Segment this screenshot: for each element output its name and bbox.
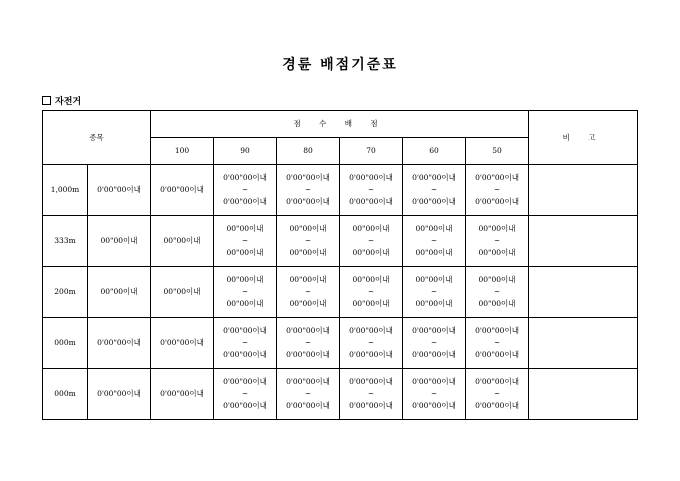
- range-tilde: ~: [304, 236, 312, 245]
- score-range-cell: [214, 318, 277, 369]
- remark-cell: [529, 216, 638, 267]
- range-value: 00"00이내: [415, 275, 453, 284]
- range-tilde: ~: [493, 185, 501, 194]
- range-tilde: ~: [367, 236, 375, 245]
- range-tilde: ~: [367, 389, 375, 398]
- score-range-cell: [277, 369, 340, 420]
- table-row: [43, 216, 638, 267]
- score-range-cell: [403, 216, 466, 267]
- scoring-table: [42, 110, 638, 420]
- range-value: 00"00이내: [478, 275, 516, 284]
- score-100-cell: 0'00"00이내: [151, 318, 214, 369]
- score-range-cell: [340, 267, 403, 318]
- base-record-cell: 00"00이내: [88, 216, 151, 267]
- range-value: 0'00"00이내: [286, 173, 330, 182]
- range-value: 00"00이내: [226, 224, 264, 233]
- base-record-cell: 0'00"00이내: [88, 165, 151, 216]
- base-record-cell: 00"00이내: [88, 267, 151, 318]
- range-value: 0'00"00이내: [286, 401, 330, 410]
- score-100-cell: 0'00"00이내: [151, 165, 214, 216]
- range-value: 0'00"00이내: [475, 326, 519, 335]
- section-label: 자전거: [55, 97, 82, 107]
- range-value: 0'00"00이내: [349, 401, 393, 410]
- score-100-cell: 00"00이내: [151, 267, 214, 318]
- range-tilde: ~: [241, 287, 249, 296]
- score-range-cell: [466, 267, 529, 318]
- range-value: 0'00"00이내: [412, 173, 456, 182]
- range-tilde: ~: [493, 287, 501, 296]
- score-range-cell: [403, 267, 466, 318]
- score-range-cell: [466, 318, 529, 369]
- base-record-cell: 0'00"00이내: [88, 318, 151, 369]
- score-100-cell: 0'00"00이내: [151, 369, 214, 420]
- range-value: 00"00이내: [352, 275, 390, 284]
- score-range-cell: [340, 216, 403, 267]
- range-value: 0'00"00이내: [475, 350, 519, 359]
- range-tilde: ~: [493, 338, 501, 347]
- header-score-group: 점 수 배 점: [151, 111, 529, 138]
- score-range-cell: [466, 216, 529, 267]
- range-tilde: ~: [241, 338, 249, 347]
- range-value: 0'00"00이내: [349, 173, 393, 182]
- table-row: [43, 318, 638, 369]
- range-value: 00"00이내: [352, 248, 390, 257]
- header-remark: 비 고: [529, 111, 638, 165]
- range-tilde: ~: [367, 338, 375, 347]
- range-value: 0'00"00이내: [286, 350, 330, 359]
- remark-cell: [529, 165, 638, 216]
- score-range-cell: [277, 165, 340, 216]
- range-tilde: ~: [430, 389, 438, 398]
- score-range-cell: [214, 165, 277, 216]
- table-row: [43, 165, 638, 216]
- range-value: 00"00이내: [478, 248, 516, 257]
- score-range-cell: [214, 267, 277, 318]
- range-value: 0'00"00이내: [223, 401, 267, 410]
- range-value: 00"00이내: [289, 224, 327, 233]
- range-tilde: ~: [304, 338, 312, 347]
- range-value: 0'00"00이내: [475, 173, 519, 182]
- header-score-80: 80: [277, 138, 340, 165]
- score-range-cell: [340, 165, 403, 216]
- score-100-cell: 00"00이내: [151, 216, 214, 267]
- range-value: 0'00"00이내: [475, 377, 519, 386]
- range-value: 0'00"00이내: [223, 173, 267, 182]
- range-tilde: ~: [430, 287, 438, 296]
- range-tilde: ~: [493, 236, 501, 245]
- range-value: 0'00"00이내: [412, 401, 456, 410]
- range-value: 0'00"00이내: [412, 377, 456, 386]
- range-value: 0'00"00이내: [223, 197, 267, 206]
- checkbox-square-icon: [42, 96, 51, 105]
- range-tilde: ~: [367, 287, 375, 296]
- section-heading: [42, 94, 81, 107]
- score-range-cell: [403, 369, 466, 420]
- range-value: 0'00"00이내: [475, 197, 519, 206]
- range-tilde: ~: [241, 389, 249, 398]
- range-value: 00"00이내: [226, 275, 264, 284]
- table-row: [43, 369, 638, 420]
- distance-cell: 333m: [43, 216, 88, 267]
- range-value: 00"00이내: [478, 299, 516, 308]
- range-tilde: ~: [493, 389, 501, 398]
- range-value: 00"00이내: [289, 275, 327, 284]
- score-range-cell: [403, 165, 466, 216]
- remark-cell: [529, 267, 638, 318]
- range-value: 0'00"00이내: [286, 326, 330, 335]
- score-range-cell: [340, 369, 403, 420]
- range-tilde: ~: [430, 185, 438, 194]
- score-range-cell: [277, 216, 340, 267]
- distance-cell: 000m: [43, 369, 88, 420]
- range-tilde: ~: [241, 236, 249, 245]
- range-value: 0'00"00이내: [475, 401, 519, 410]
- range-value: 0'00"00이내: [412, 326, 456, 335]
- range-value: 00"00이내: [478, 224, 516, 233]
- range-value: 0'00"00이내: [349, 350, 393, 359]
- range-value: 00"00이내: [352, 224, 390, 233]
- remark-cell: [529, 369, 638, 420]
- range-value: 0'00"00이내: [223, 350, 267, 359]
- header-event: 종목: [43, 111, 151, 165]
- header-score-70: 70: [340, 138, 403, 165]
- header-score-100: 100: [151, 138, 214, 165]
- range-value: 00"00이내: [415, 224, 453, 233]
- range-tilde: ~: [304, 287, 312, 296]
- header-score-50: 50: [466, 138, 529, 165]
- range-tilde: ~: [430, 338, 438, 347]
- score-range-cell: [403, 318, 466, 369]
- header-score-90: 90: [214, 138, 277, 165]
- range-value: 00"00이내: [289, 248, 327, 257]
- base-record-cell: 0'00"00이내: [88, 369, 151, 420]
- range-value: 00"00이내: [415, 299, 453, 308]
- header-row-1: [43, 111, 638, 138]
- range-value: 00"00이내: [226, 299, 264, 308]
- range-value: 0'00"00이내: [349, 377, 393, 386]
- range-value: 0'00"00이내: [349, 326, 393, 335]
- range-value: 0'00"00이내: [412, 350, 456, 359]
- score-range-cell: [466, 165, 529, 216]
- document-title: 경륜 배점기준표: [282, 57, 398, 73]
- score-range-cell: [277, 267, 340, 318]
- score-range-cell: [340, 318, 403, 369]
- range-tilde: ~: [304, 185, 312, 194]
- range-value: 0'00"00이내: [223, 326, 267, 335]
- range-value: 00"00이내: [415, 248, 453, 257]
- range-value: 00"00이내: [352, 299, 390, 308]
- range-value: 0'00"00이내: [349, 197, 393, 206]
- range-value: 00"00이내: [289, 299, 327, 308]
- header-score-60: 60: [403, 138, 466, 165]
- table-row: [43, 267, 638, 318]
- score-range-cell: [214, 369, 277, 420]
- range-value: 00"00이내: [226, 248, 264, 257]
- range-tilde: ~: [304, 389, 312, 398]
- distance-cell: 000m: [43, 318, 88, 369]
- score-range-cell: [277, 318, 340, 369]
- score-range-cell: [466, 369, 529, 420]
- range-value: 0'00"00이내: [412, 197, 456, 206]
- range-value: 0'00"00이내: [223, 377, 267, 386]
- range-tilde: ~: [241, 185, 249, 194]
- remark-cell: [529, 318, 638, 369]
- score-range-cell: [214, 216, 277, 267]
- range-value: 0'00"00이내: [286, 197, 330, 206]
- range-tilde: ~: [430, 236, 438, 245]
- range-value: 0'00"00이내: [286, 377, 330, 386]
- distance-cell: 1,000m: [43, 165, 88, 216]
- distance-cell: 200m: [43, 267, 88, 318]
- range-tilde: ~: [367, 185, 375, 194]
